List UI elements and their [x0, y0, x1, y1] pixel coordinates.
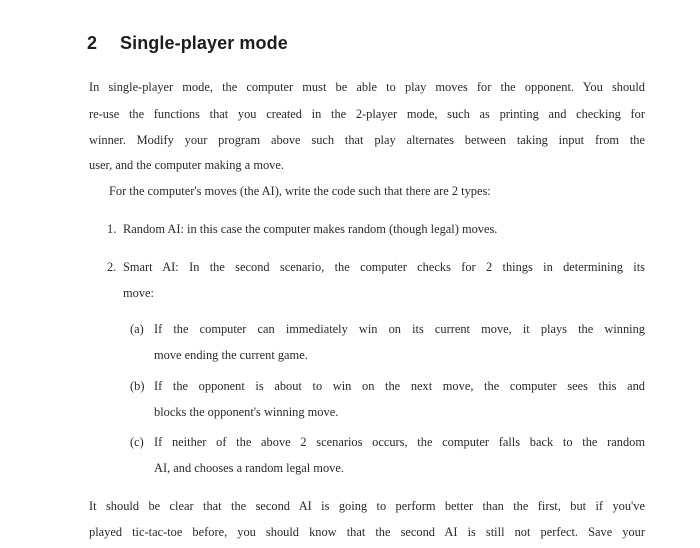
- sublist-item-c-line-2: AI, and chooses a random legal move.: [154, 461, 344, 475]
- sublist-marker-a: (a): [130, 322, 144, 336]
- sublist-marker-c: (c): [130, 435, 144, 449]
- sublist-item-c-line-1: If neither of the above 2 scenarios occurs, the computer falls back to the random: [154, 435, 645, 449]
- sublist-item-b-line-1: If the opponent is about to win on the next move, the computer sees this and: [154, 379, 645, 393]
- sublist-item-a-line-1: If the computer can immediately win on its current move, it plays the winning: [154, 322, 645, 336]
- list-item-1-line-1: Random AI: in this case the computer makes random (though legal) moves.: [123, 222, 498, 236]
- list-item-2-line-1: Smart AI: In the second scenario, the computer checks for 2 things in determining its: [123, 260, 645, 274]
- closing-line-2: played tic-tac-toe before, you should know that the second AI is still not perfect. Save your: [89, 525, 645, 539]
- section-title: Single-player mode: [120, 33, 288, 53]
- intro-line-1: In single-player mode, the computer must be able to play moves for the opponent. You should: [89, 80, 645, 94]
- sublist-item-a-line-2: move ending the current game.: [154, 348, 308, 362]
- sublist-item-b-line-2: blocks the opponent's winning move.: [154, 405, 339, 419]
- section-heading: [87, 33, 288, 54]
- list-marker-1: 1.: [107, 222, 117, 236]
- intro-line-4: user, and the computer making a move.: [89, 158, 284, 172]
- types-intro: For the computer's moves (the AI), write the code such that there are 2 types:: [109, 184, 491, 198]
- list-marker-2: 2.: [107, 260, 117, 274]
- intro-line-3: winner. Modify your program above such that play alternates between taking input from the: [89, 133, 645, 147]
- closing-line-1: It should be clear that the second AI is going to perform better than the first, but if you've: [89, 499, 645, 513]
- intro-line-2: re-use the functions that you created in the 2-player mode, such as printing and checking for: [89, 107, 645, 121]
- list-item-2-line-2: move:: [123, 286, 154, 300]
- sublist-marker-b: (b): [130, 379, 145, 393]
- section-number: 2: [87, 33, 98, 53]
